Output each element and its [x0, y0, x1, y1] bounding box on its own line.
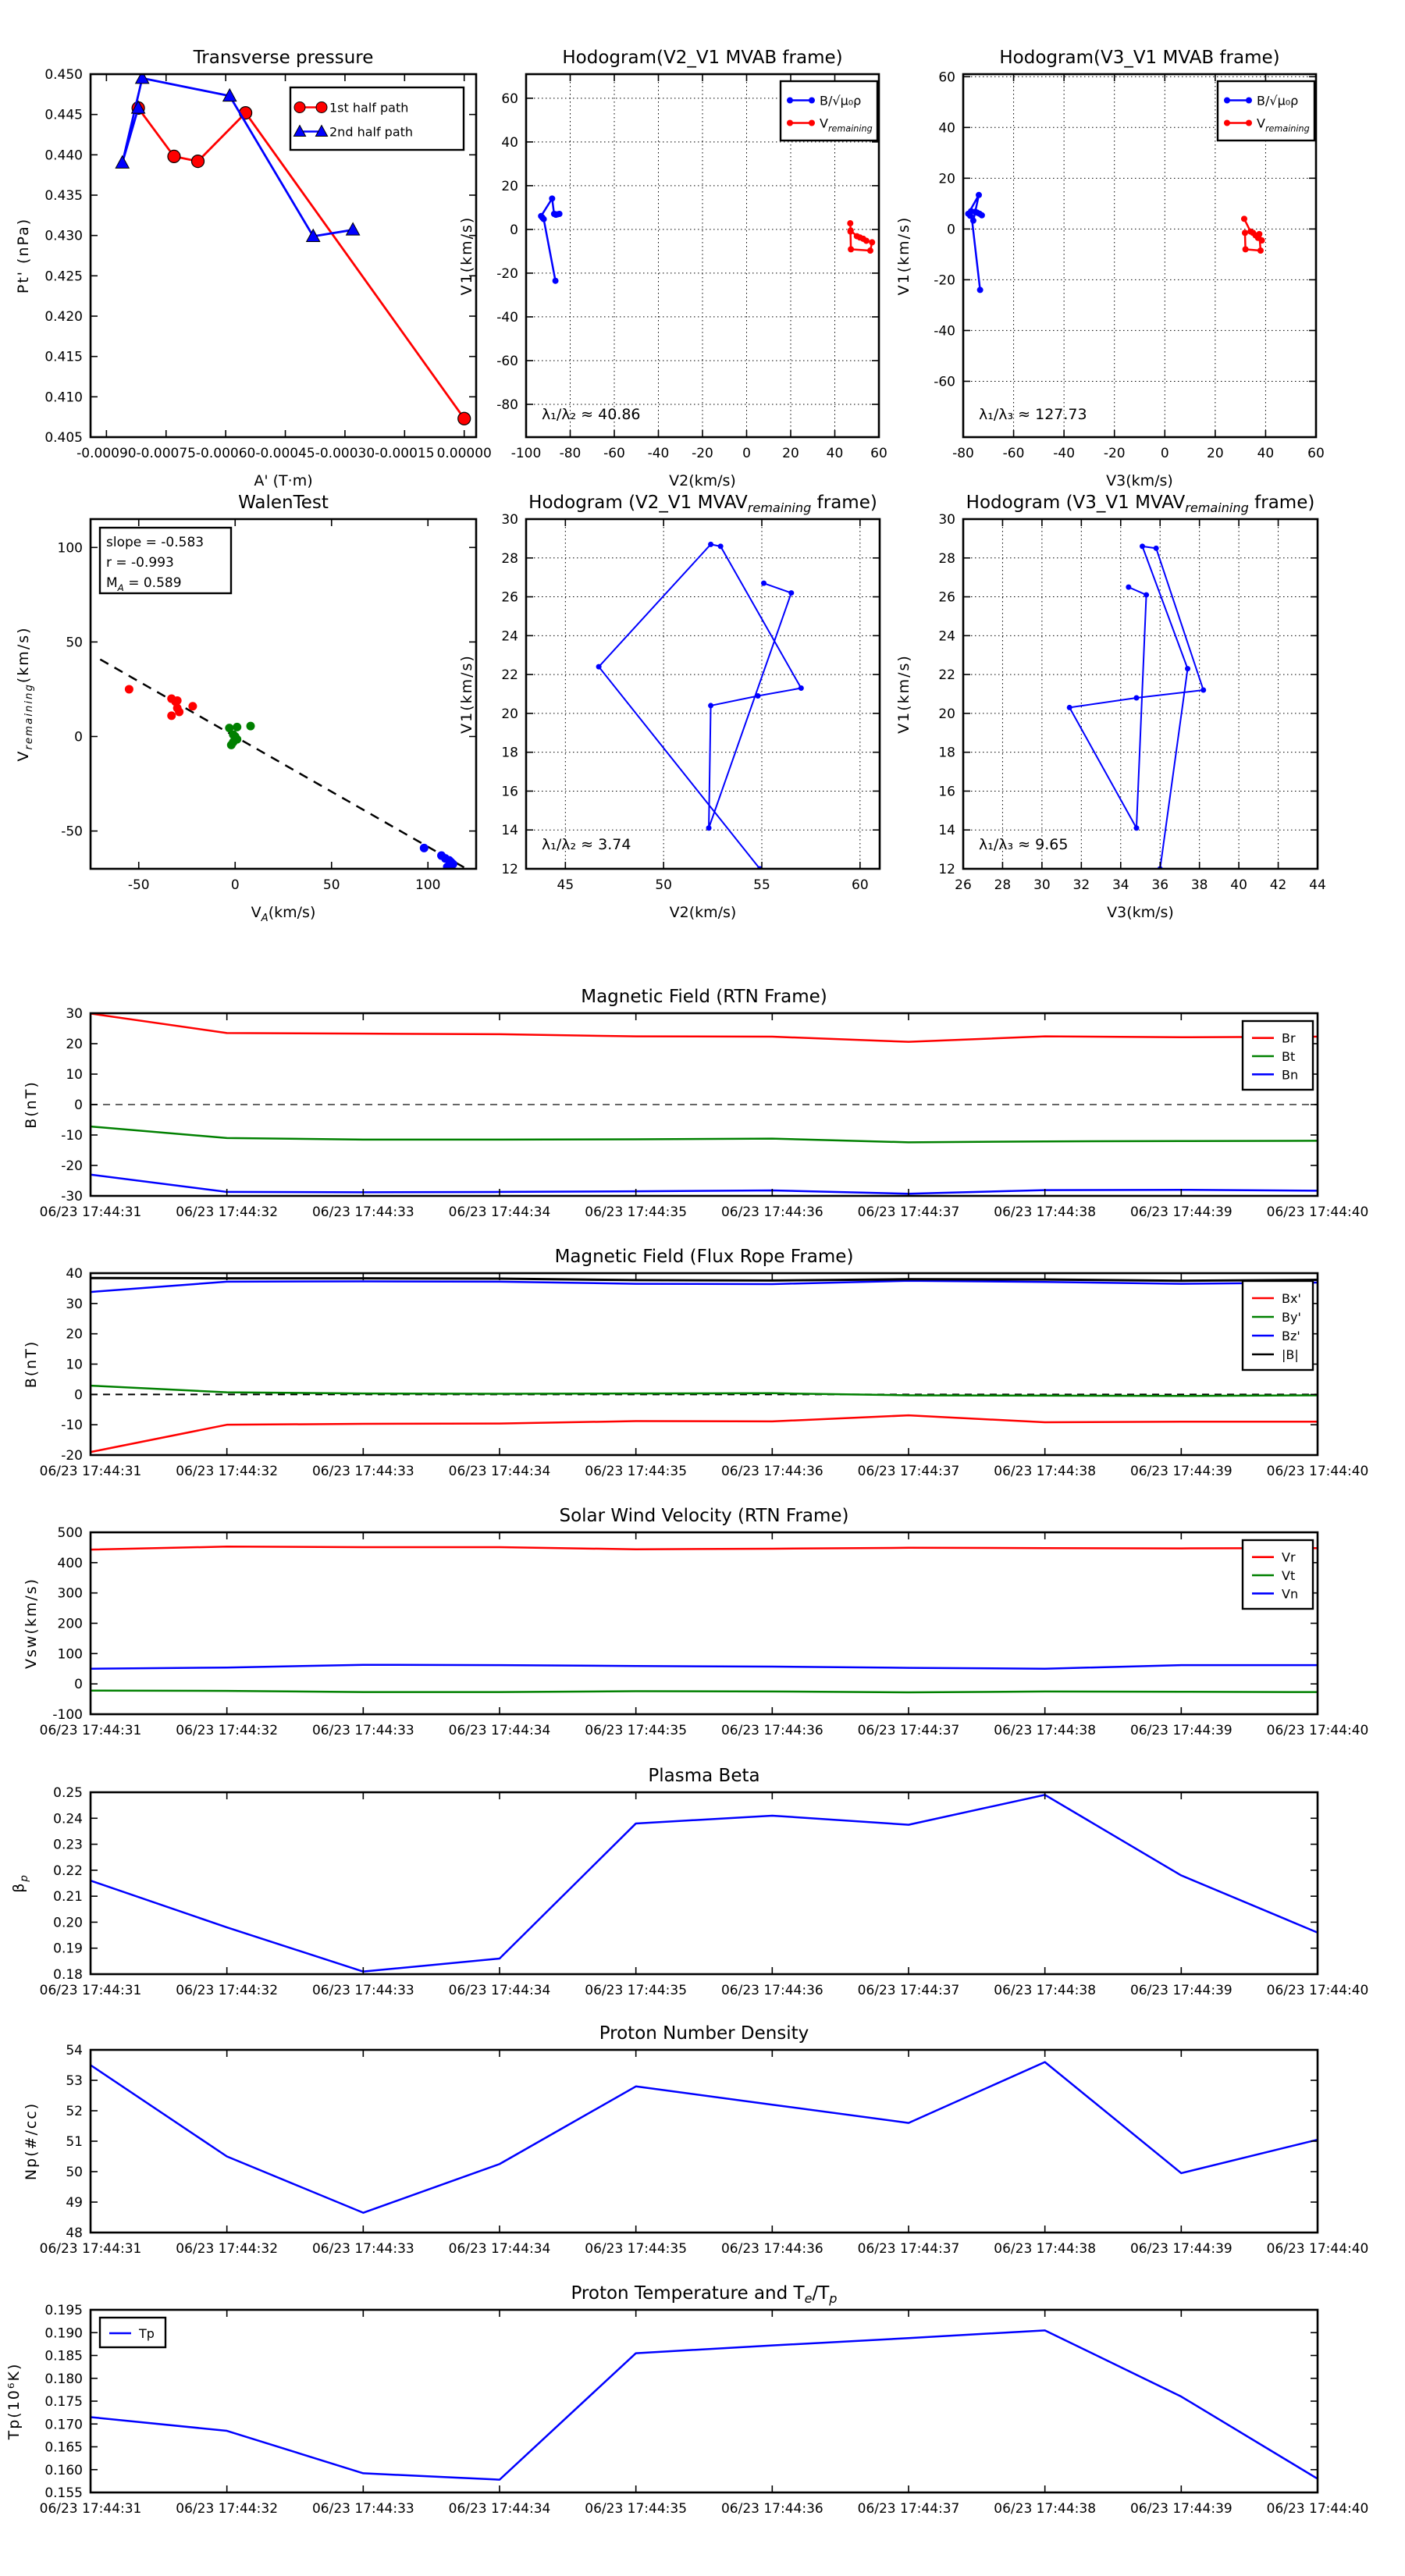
x-tick-label: 06/23 17:44:38: [994, 1723, 1097, 1738]
y-tick-label: 20: [938, 171, 955, 187]
y-tick-label: 20: [66, 1037, 83, 1052]
y-tick-label: 16: [501, 784, 518, 800]
x-tick-label: 06/23 17:44:33: [311, 1723, 414, 1738]
y-tick-label: 30: [501, 512, 518, 528]
legend-label: $V_{remaining}$: [820, 116, 873, 134]
y-axis-label: V1(km/s): [895, 654, 912, 734]
y-tick-label: 0.25: [53, 1785, 83, 1801]
y-tick-label: 0.450: [44, 67, 83, 83]
x-tick-label: 06/23 17:44:34: [448, 2501, 551, 2517]
x-tick-label: 50: [322, 877, 340, 893]
scatter-point: [175, 708, 183, 717]
legend-box: [1243, 1281, 1313, 1370]
x-tick-label: 26: [955, 877, 972, 893]
panel-proton-temperature: [5, 2283, 1368, 2517]
y-tick-label: 0.435: [44, 188, 83, 204]
annotation: λ₁/λ₂ ≈ 40.86: [542, 406, 641, 423]
scatter-point: [420, 844, 429, 852]
legend: [290, 87, 464, 150]
x-tick-label: 06/23 17:44:33: [311, 2241, 414, 2257]
x-axis-label: V3(km/s): [1107, 904, 1174, 921]
scatter-point: [247, 722, 255, 731]
panel-magnetic-field-rtn: [23, 987, 1368, 1220]
y-tick-label: 0.20: [53, 1915, 83, 1931]
y-tick-label: 40: [66, 1266, 83, 1282]
y-tick-label: -30: [61, 1189, 83, 1204]
y-tick-label: -20: [61, 1448, 83, 1464]
stats-line: $M_A = 0.589$: [106, 575, 182, 593]
x-axis-label: $V_A(km/s)$: [251, 904, 316, 924]
y-tick-label: 20: [501, 178, 518, 194]
y-tick-label: 300: [57, 1585, 83, 1602]
legend: [781, 81, 877, 141]
panel-magnetic-field-flux-rope: [23, 1247, 1368, 1479]
scatter-point: [188, 702, 197, 710]
x-tick-label: 06/23 17:44:40: [1266, 1723, 1369, 1738]
y-tick-label: 0.415: [44, 349, 83, 365]
x-tick-label: -0.00090: [76, 446, 137, 461]
legend: [1243, 1540, 1313, 1609]
y-tick-label: 0.420: [44, 309, 83, 325]
x-tick-label: 06/23 17:44:37: [857, 1983, 960, 1998]
plot-area: [91, 1273, 1318, 1455]
x-axis-label: V2(km/s): [669, 472, 736, 489]
plot-area: [91, 2050, 1318, 2233]
y-tick-label: 0.23: [53, 1837, 83, 1853]
x-tick-label: 34: [1112, 877, 1129, 893]
x-tick-label: 06/23 17:44:31: [39, 1464, 142, 1479]
y-tick-label: 18: [938, 745, 955, 761]
panel-title: Hodogram (V2_V1 $MVAV_{remaining}$ frame): [528, 493, 877, 515]
panel-hodogram-v2v1-mvav: [458, 493, 880, 921]
y-tick-label: 0.19: [53, 1941, 83, 1957]
y-tick-label: 0: [74, 1098, 83, 1113]
x-tick-label: 06/23 17:44:31: [39, 1983, 142, 1998]
x-tick-label: 32: [1072, 877, 1090, 893]
x-tick-label: 45: [557, 877, 574, 893]
x-tick-label: 06/23 17:44:40: [1266, 2501, 1369, 2517]
y-tick-label: 22: [501, 667, 518, 684]
panel-title: Hodogram(V3_V1 MVAB frame): [999, 48, 1280, 68]
y-tick-label: -60: [934, 374, 955, 390]
panel-hodogram-v2v1-mvab: [458, 48, 887, 489]
y-tick-label: 0.440: [44, 148, 83, 164]
x-tick-label: 38: [1190, 877, 1208, 893]
y-tick-label: 0: [74, 1387, 83, 1404]
x-tick-label: 06/23 17:44:37: [857, 1464, 960, 1479]
y-tick-label: 0.155: [44, 2485, 83, 2501]
x-tick-label: 06/23 17:44:40: [1266, 2241, 1369, 2257]
y-tick-label: 100: [57, 540, 83, 557]
y-tick-label: -40: [496, 309, 518, 326]
y-tick-label: 0.195: [44, 2303, 83, 2318]
y-tick-label: 0.170: [44, 2417, 83, 2433]
x-tick-label: 06/23 17:44:35: [585, 2501, 688, 2517]
x-tick-label: 20: [782, 446, 799, 461]
y-tick-label: 0: [947, 222, 955, 238]
y-tick-label: 0.180: [44, 2371, 83, 2387]
x-tick-label: 60: [1307, 446, 1325, 461]
y-tick-label: 14: [501, 823, 518, 839]
legend-label: Bz': [1282, 1329, 1300, 1343]
y-tick-label: 24: [501, 628, 518, 645]
x-tick-label: 06/23 17:44:36: [720, 2241, 823, 2257]
y-tick-label: 0: [510, 222, 518, 238]
legend: [1243, 1021, 1313, 1090]
legend-label: Bt: [1282, 1049, 1296, 1064]
y-tick-label: 10: [66, 1357, 83, 1373]
y-tick-label: 54: [66, 2043, 83, 2058]
x-tick-label: 06/23 17:44:36: [720, 1204, 823, 1220]
x-tick-label: 06/23 17:44:31: [39, 1204, 142, 1220]
x-tick-label: 06/23 17:44:34: [448, 1464, 551, 1479]
x-tick-label: 28: [994, 877, 1012, 893]
x-tick-label: -0.00045: [255, 446, 315, 461]
x-tick-label: 06/23 17:44:40: [1266, 1464, 1369, 1479]
legend-label: $V_{remaining}$: [1257, 116, 1310, 134]
y-tick-label: 0: [74, 729, 83, 745]
x-tick-label: 06/23 17:44:34: [448, 2241, 551, 2257]
x-tick-label: 06/23 17:44:35: [585, 1983, 688, 1998]
x-tick-label: 06/23 17:44:33: [311, 2501, 414, 2517]
x-tick-label: -60: [603, 446, 625, 461]
legend-label: Vr: [1282, 1550, 1296, 1565]
y-tick-label: 40: [501, 134, 518, 151]
x-tick-label: 06/23 17:44:40: [1266, 1983, 1369, 1998]
y-tick-label: 14: [938, 823, 955, 839]
y-tick-label: 18: [501, 745, 518, 761]
panel-hodogram-v3v1-mvab: [895, 48, 1325, 489]
y-tick-label: 40: [938, 120, 955, 137]
x-tick-label: 06/23 17:44:39: [1129, 2241, 1232, 2257]
x-tick-label: 06/23 17:44:31: [39, 2241, 142, 2257]
legend-label: |B|: [1282, 1347, 1299, 1362]
x-tick-label: 06/23 17:44:39: [1129, 1204, 1232, 1220]
y-axis-label: V1(km/s): [458, 215, 475, 296]
y-tick-label: 30: [938, 512, 955, 528]
x-tick-label: -80: [952, 446, 974, 461]
y-tick-label: 0.190: [44, 2325, 83, 2342]
y-tick-label: 0.160: [44, 2462, 83, 2478]
y-tick-label: -10: [61, 1418, 83, 1434]
x-tick-label: -40: [1053, 446, 1076, 461]
y-tick-label: 0.165: [44, 2439, 83, 2456]
x-tick-label: 36: [1151, 877, 1169, 893]
x-tick-label: 06/23 17:44:32: [176, 1464, 279, 1479]
stats-line: r = -0.993: [106, 555, 174, 571]
x-tick-label: 06/23 17:44:35: [585, 2241, 688, 2257]
y-tick-label: -10: [61, 1128, 83, 1144]
x-tick-label: 100: [415, 877, 441, 893]
x-tick-label: 06/23 17:44:32: [176, 2241, 279, 2257]
y-tick-label: 0.430: [44, 228, 83, 244]
annotation: λ₁/λ₂ ≈ 3.74: [542, 836, 631, 853]
x-tick-label: -20: [1103, 446, 1126, 461]
x-axis-label: A' (T·m): [254, 472, 313, 489]
y-tick-label: 48: [66, 2226, 83, 2241]
x-tick-label: 06/23 17:44:35: [585, 1204, 688, 1220]
x-tick-label: 06/23 17:44:40: [1266, 1204, 1369, 1220]
y-tick-label: 0.18: [53, 1967, 83, 1983]
x-tick-label: 06/23 17:44:39: [1129, 1983, 1232, 1998]
y-tick-label: 52: [66, 2104, 83, 2119]
y-tick-label: 0.425: [44, 269, 83, 285]
y-tick-label: 24: [938, 628, 955, 645]
y-tick-label: -20: [61, 1158, 83, 1174]
stats-line: slope = -0.583: [106, 535, 205, 550]
y-tick-label: 28: [938, 550, 955, 567]
plot-area: [91, 2310, 1318, 2492]
panel-title: Transverse pressure: [193, 48, 374, 68]
panel-title: Plasma Beta: [648, 1766, 760, 1786]
plot-area: [91, 1532, 1318, 1714]
legend-label: Bx': [1282, 1291, 1301, 1306]
panel-title: Hodogram (V3_V1 $MVAV_{remaining}$ frame): [966, 493, 1315, 515]
x-tick-label: 06/23 17:44:32: [176, 1204, 279, 1220]
panel-transverse-pressure: [15, 48, 492, 489]
legend-label: B/√μ₀ρ: [820, 93, 862, 109]
series-Vt: [91, 1691, 1318, 1692]
x-tick-label: 06/23 17:44:38: [994, 1983, 1097, 1998]
x-tick-label: 42: [1269, 877, 1287, 893]
y-axis-label: $\beta_p$: [10, 1873, 30, 1893]
y-axis-label: Np(#/cc): [23, 2101, 40, 2181]
x-tick-label: 06/23 17:44:36: [720, 1723, 823, 1738]
plot-area: [526, 519, 880, 869]
x-tick-label: 44: [1309, 877, 1326, 893]
y-tick-label: 0.445: [44, 107, 83, 123]
x-tick-label: -100: [510, 446, 542, 461]
legend: [1243, 1281, 1313, 1370]
x-tick-label: 0: [230, 877, 240, 893]
y-tick-label: 16: [938, 784, 955, 800]
y-tick-label: 0.24: [53, 1811, 83, 1827]
y-axis-label: $V_{remaining}(km/s)$: [15, 626, 35, 762]
x-tick-label: -40: [647, 446, 670, 461]
y-tick-label: 0.185: [44, 2348, 83, 2364]
y-axis-label: B(nT): [23, 1080, 40, 1129]
x-tick-label: 55: [753, 877, 770, 893]
x-tick-label: 06/23 17:44:37: [857, 2241, 960, 2257]
y-tick-label: 50: [66, 635, 83, 651]
x-tick-label: -0.00015: [375, 446, 435, 461]
panel-title: Magnetic Field (RTN Frame): [581, 987, 827, 1007]
plot-area: [963, 519, 1318, 869]
y-tick-label: 49: [66, 2195, 83, 2211]
y-tick-label: 100: [57, 1646, 83, 1663]
scatter-point: [227, 741, 236, 749]
x-tick-label: 06/23 17:44:31: [39, 1723, 142, 1738]
y-axis-label: V1(km/s): [458, 654, 475, 734]
y-tick-label: 400: [57, 1555, 83, 1571]
x-tick-label: 06/23 17:44:39: [1129, 1464, 1232, 1479]
y-tick-label: 53: [66, 2073, 83, 2089]
x-tick-label: -20: [692, 446, 713, 461]
scatter-point: [167, 711, 176, 720]
panel-title: Magnetic Field (Flux Rope Frame): [554, 1247, 854, 1267]
legend-label: Vn: [1282, 1586, 1299, 1602]
x-tick-label: 06/23 17:44:35: [585, 1464, 688, 1479]
y-tick-label: 28: [501, 550, 518, 567]
legend-label: Tp: [139, 2326, 155, 2341]
annotation: λ₁/λ₃ ≈ 127.73: [979, 406, 1087, 423]
panel-title: Proton Temperature and $T_e/T_p$: [571, 2283, 838, 2306]
x-tick-label: 60: [852, 877, 869, 893]
y-tick-label: 0.410: [44, 390, 83, 406]
panel-hodogram-v3v1-mvav: [895, 493, 1326, 921]
y-axis-label: Pt' (nPa): [15, 217, 32, 294]
x-tick-label: 30: [1033, 877, 1051, 893]
y-tick-label: 20: [66, 1326, 83, 1343]
legend-label: Vt: [1282, 1568, 1296, 1583]
legend-label: 1st half path: [329, 100, 409, 116]
y-axis-label: V1(km/s): [895, 215, 912, 296]
legend-label: Bn: [1282, 1067, 1299, 1083]
legend-label: Br: [1282, 1030, 1296, 1046]
x-tick-label: 06/23 17:44:38: [994, 1204, 1097, 1220]
x-tick-label: -50: [127, 877, 150, 893]
y-tick-label: -20: [496, 265, 518, 282]
y-tick-label: 0.175: [44, 2394, 83, 2410]
x-tick-label: 06/23 17:44:39: [1129, 2501, 1232, 2517]
x-tick-label: 06/23 17:44:31: [39, 2501, 142, 2517]
scatter-point: [173, 696, 182, 705]
x-tick-label: 0.00000: [436, 446, 492, 461]
x-tick-label: 06/23 17:44:34: [448, 1204, 551, 1220]
panel-plasma-beta: [10, 1766, 1368, 1998]
x-tick-label: 40: [826, 446, 844, 461]
x-tick-label: -0.00060: [195, 446, 256, 461]
legend: [1218, 81, 1314, 141]
x-tick-label: 06/23 17:44:38: [994, 2501, 1097, 2517]
panel-title: Proton Number Density: [599, 2023, 809, 2044]
y-tick-label: 51: [66, 2134, 83, 2150]
y-tick-label: 60: [938, 69, 955, 86]
y-tick-label: 0.405: [44, 430, 83, 446]
y-axis-label: B(nT): [23, 1340, 40, 1389]
legend: [100, 2318, 165, 2347]
x-tick-label: 06/23 17:44:37: [857, 2501, 960, 2517]
y-tick-label: -100: [52, 1707, 83, 1723]
x-tick-label: 0: [1160, 446, 1169, 461]
panel-walen-test: [15, 493, 476, 924]
x-tick-label: 06/23 17:44:39: [1129, 1723, 1232, 1738]
x-tick-label: 06/23 17:44:36: [720, 1983, 823, 1998]
x-tick-label: 06/23 17:44:35: [585, 1723, 688, 1738]
x-tick-label: 40: [1257, 446, 1275, 461]
x-axis-label: V3(km/s): [1106, 472, 1173, 489]
x-tick-label: 06/23 17:44:32: [176, 2501, 279, 2517]
x-axis-label: V2(km/s): [669, 904, 737, 921]
x-tick-label: 06/23 17:44:36: [720, 1464, 823, 1479]
x-tick-label: 06/23 17:44:34: [448, 1983, 551, 1998]
x-tick-label: 06/23 17:44:32: [176, 1983, 279, 1998]
scatter-point: [233, 723, 241, 731]
y-tick-label: 0.22: [53, 1863, 83, 1879]
x-tick-label: 06/23 17:44:37: [857, 1204, 960, 1220]
y-tick-label: -50: [61, 824, 83, 840]
y-tick-label: -40: [934, 323, 955, 340]
y-tick-label: 50: [66, 2165, 83, 2180]
x-tick-label: -0.00075: [136, 446, 196, 461]
x-tick-label: 06/23 17:44:32: [176, 1723, 279, 1738]
x-tick-label: 06/23 17:44:38: [994, 2241, 1097, 2257]
y-tick-label: 12: [501, 862, 518, 877]
y-tick-label: -80: [496, 397, 518, 413]
y-tick-label: 26: [501, 589, 518, 606]
legend-label: 2nd half path: [329, 124, 414, 140]
panel-proton-number-density: [23, 2023, 1368, 2257]
y-tick-label: 10: [66, 1067, 83, 1083]
x-tick-label: -60: [1002, 446, 1025, 461]
y-tick-label: 200: [57, 1616, 83, 1632]
scatter-point: [125, 685, 133, 693]
x-tick-label: 06/23 17:44:33: [311, 1464, 414, 1479]
y-axis-label: Vsw(km/s): [23, 1577, 40, 1670]
x-tick-label: 40: [1230, 877, 1247, 893]
y-tick-label: 0: [74, 1677, 83, 1693]
y-axis-label: Tp(10⁶K): [5, 2362, 23, 2440]
y-tick-label: 30: [66, 1006, 83, 1022]
panel-title: Solar Wind Velocity (RTN Frame): [559, 1506, 849, 1526]
y-tick-label: 60: [501, 91, 518, 107]
x-tick-label: 06/23 17:44:37: [857, 1723, 960, 1738]
x-tick-label: 60: [870, 446, 887, 461]
y-tick-label: 20: [938, 706, 955, 722]
x-tick-label: -80: [559, 446, 582, 461]
y-tick-label: -20: [934, 272, 955, 289]
panel-title: WalenTest: [238, 493, 329, 513]
annotation: λ₁/λ₃ ≈ 9.65: [979, 836, 1069, 853]
y-tick-label: 30: [66, 1296, 83, 1312]
panel-title: Hodogram(V2_V1 MVAB frame): [562, 48, 843, 68]
y-tick-label: 22: [938, 667, 955, 684]
y-tick-label: 12: [938, 862, 955, 877]
y-tick-label: 0.21: [53, 1889, 83, 1905]
x-tick-label: 06/23 17:44:38: [994, 1464, 1097, 1479]
y-tick-label: 20: [501, 706, 518, 722]
x-tick-label: 0: [742, 446, 751, 461]
y-tick-label: 26: [938, 589, 955, 606]
x-tick-label: 06/23 17:44:36: [720, 2501, 823, 2517]
x-tick-label: 50: [655, 877, 672, 893]
panel-solar-wind-velocity-rtn: [23, 1506, 1368, 1738]
y-tick-label: 500: [57, 1525, 83, 1541]
scatter-point: [449, 859, 457, 868]
x-tick-label: 20: [1207, 446, 1224, 461]
x-tick-label: 06/23 17:44:33: [311, 1204, 414, 1220]
x-tick-label: 06/23 17:44:34: [448, 1723, 551, 1738]
x-tick-label: -0.00030: [315, 446, 375, 461]
legend-box: [290, 87, 464, 150]
x-tick-label: 06/23 17:44:33: [311, 1983, 414, 1998]
stats-box: [100, 528, 231, 593]
y-tick-label: -60: [496, 353, 518, 369]
legend-label: By': [1282, 1310, 1301, 1325]
legend-label: B/√μ₀ρ: [1257, 93, 1299, 109]
